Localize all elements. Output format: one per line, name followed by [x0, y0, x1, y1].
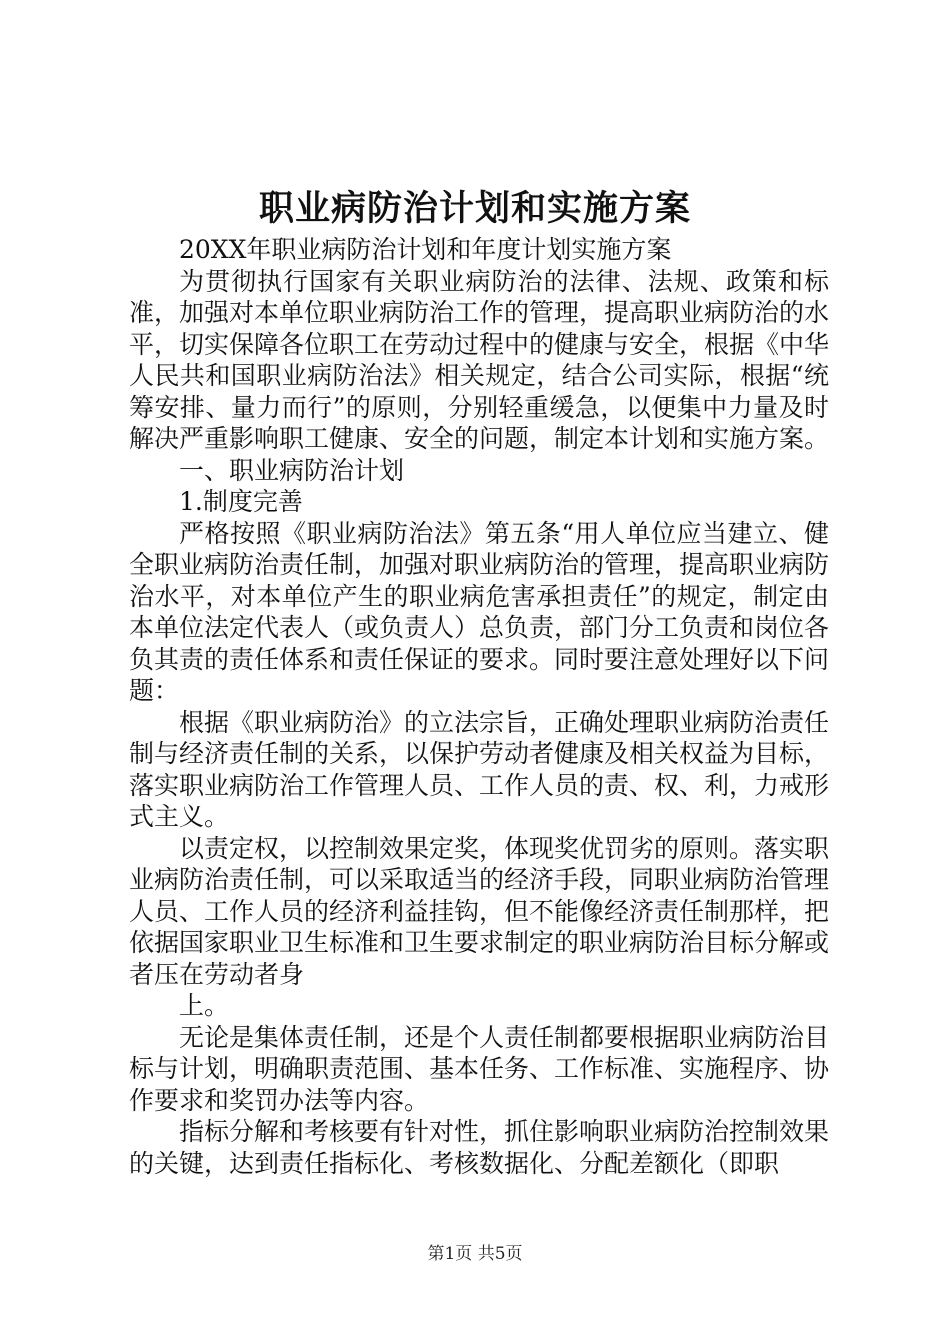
body-paragraph: 根据《职业病防治》的立法宗旨，正确处理职业病防治责任制与经济责任制的关系，以保护劳动者健康及相关权益为目标，落实职业病防治工作管理人员、工作人员的责、权、利，力戒形式主义。	[129, 707, 830, 831]
body-paragraph: 指标分解和考核要有针对性，抓住影响职业病防治控制效果的关键，达到责任指标化、考核数据化、分配差额化（即职	[129, 1117, 830, 1178]
document-body	[129, 234, 829, 1179]
body-paragraph: 严格按照《职业病防治法》第五条“用人单位应当建立、健全职业病防治责任制，加强对职业病防治的管理，提高职业病防治水平，对本单位产生的职业病危害承担责任”的规定，制定由本单位法定代表人（或负责人）总负责，部门分工负责和岗位各负其责的责任体系和责任保证的要求。同时要注意处理好以下问题：	[129, 518, 830, 705]
body-paragraph: 无论是集体责任制，还是个人责任制都要根据职业病防治目标与计划，明确职责范围、基本任务、工作标准、实施程序、协作要求和奖罚办法等内容。	[129, 1022, 830, 1115]
body-paragraph: 上。	[179, 991, 230, 1020]
intro-paragraph: 为贯彻执行国家有关职业病防治的法律、法规、政策和标准，加强对本单位职业病防治工作的管理，提高职业病防治的水平，切实保障各位职工在劳动过程中的健康与安全，根据《中华人民共和国职业病防治法》相关规定，结合公司实际，根据“统筹安排、量力而行”的原则，分别轻重缓急，以便集中力量及时解决严重影响职工健康、安全的问题，制定本计划和实施方案。	[129, 266, 830, 453]
page-number-footer: 第1页 共5页	[427, 1244, 523, 1264]
body-paragraph: 以责定权，以控制效果定奖，体现奖优罚劣的原则。落实职业病防治责任制，可以采取适当的经济手段，同职业病防治管理人员、工作人员的经济利益挂钩，但不能像经济责任制那样，把依据国家职业卫生标准和卫生要求制定的职业病防治目标分解或者压在劳动者身	[129, 833, 830, 989]
document-title: 职业病防治计划和实施方案	[258, 188, 691, 229]
subtitle-paragraph: 20XX年职业病防治计划和年度计划实施方案	[179, 235, 672, 264]
subsection-heading: 1.制度完善	[179, 487, 303, 516]
section-heading: 一、职业病防治计划	[179, 455, 405, 485]
